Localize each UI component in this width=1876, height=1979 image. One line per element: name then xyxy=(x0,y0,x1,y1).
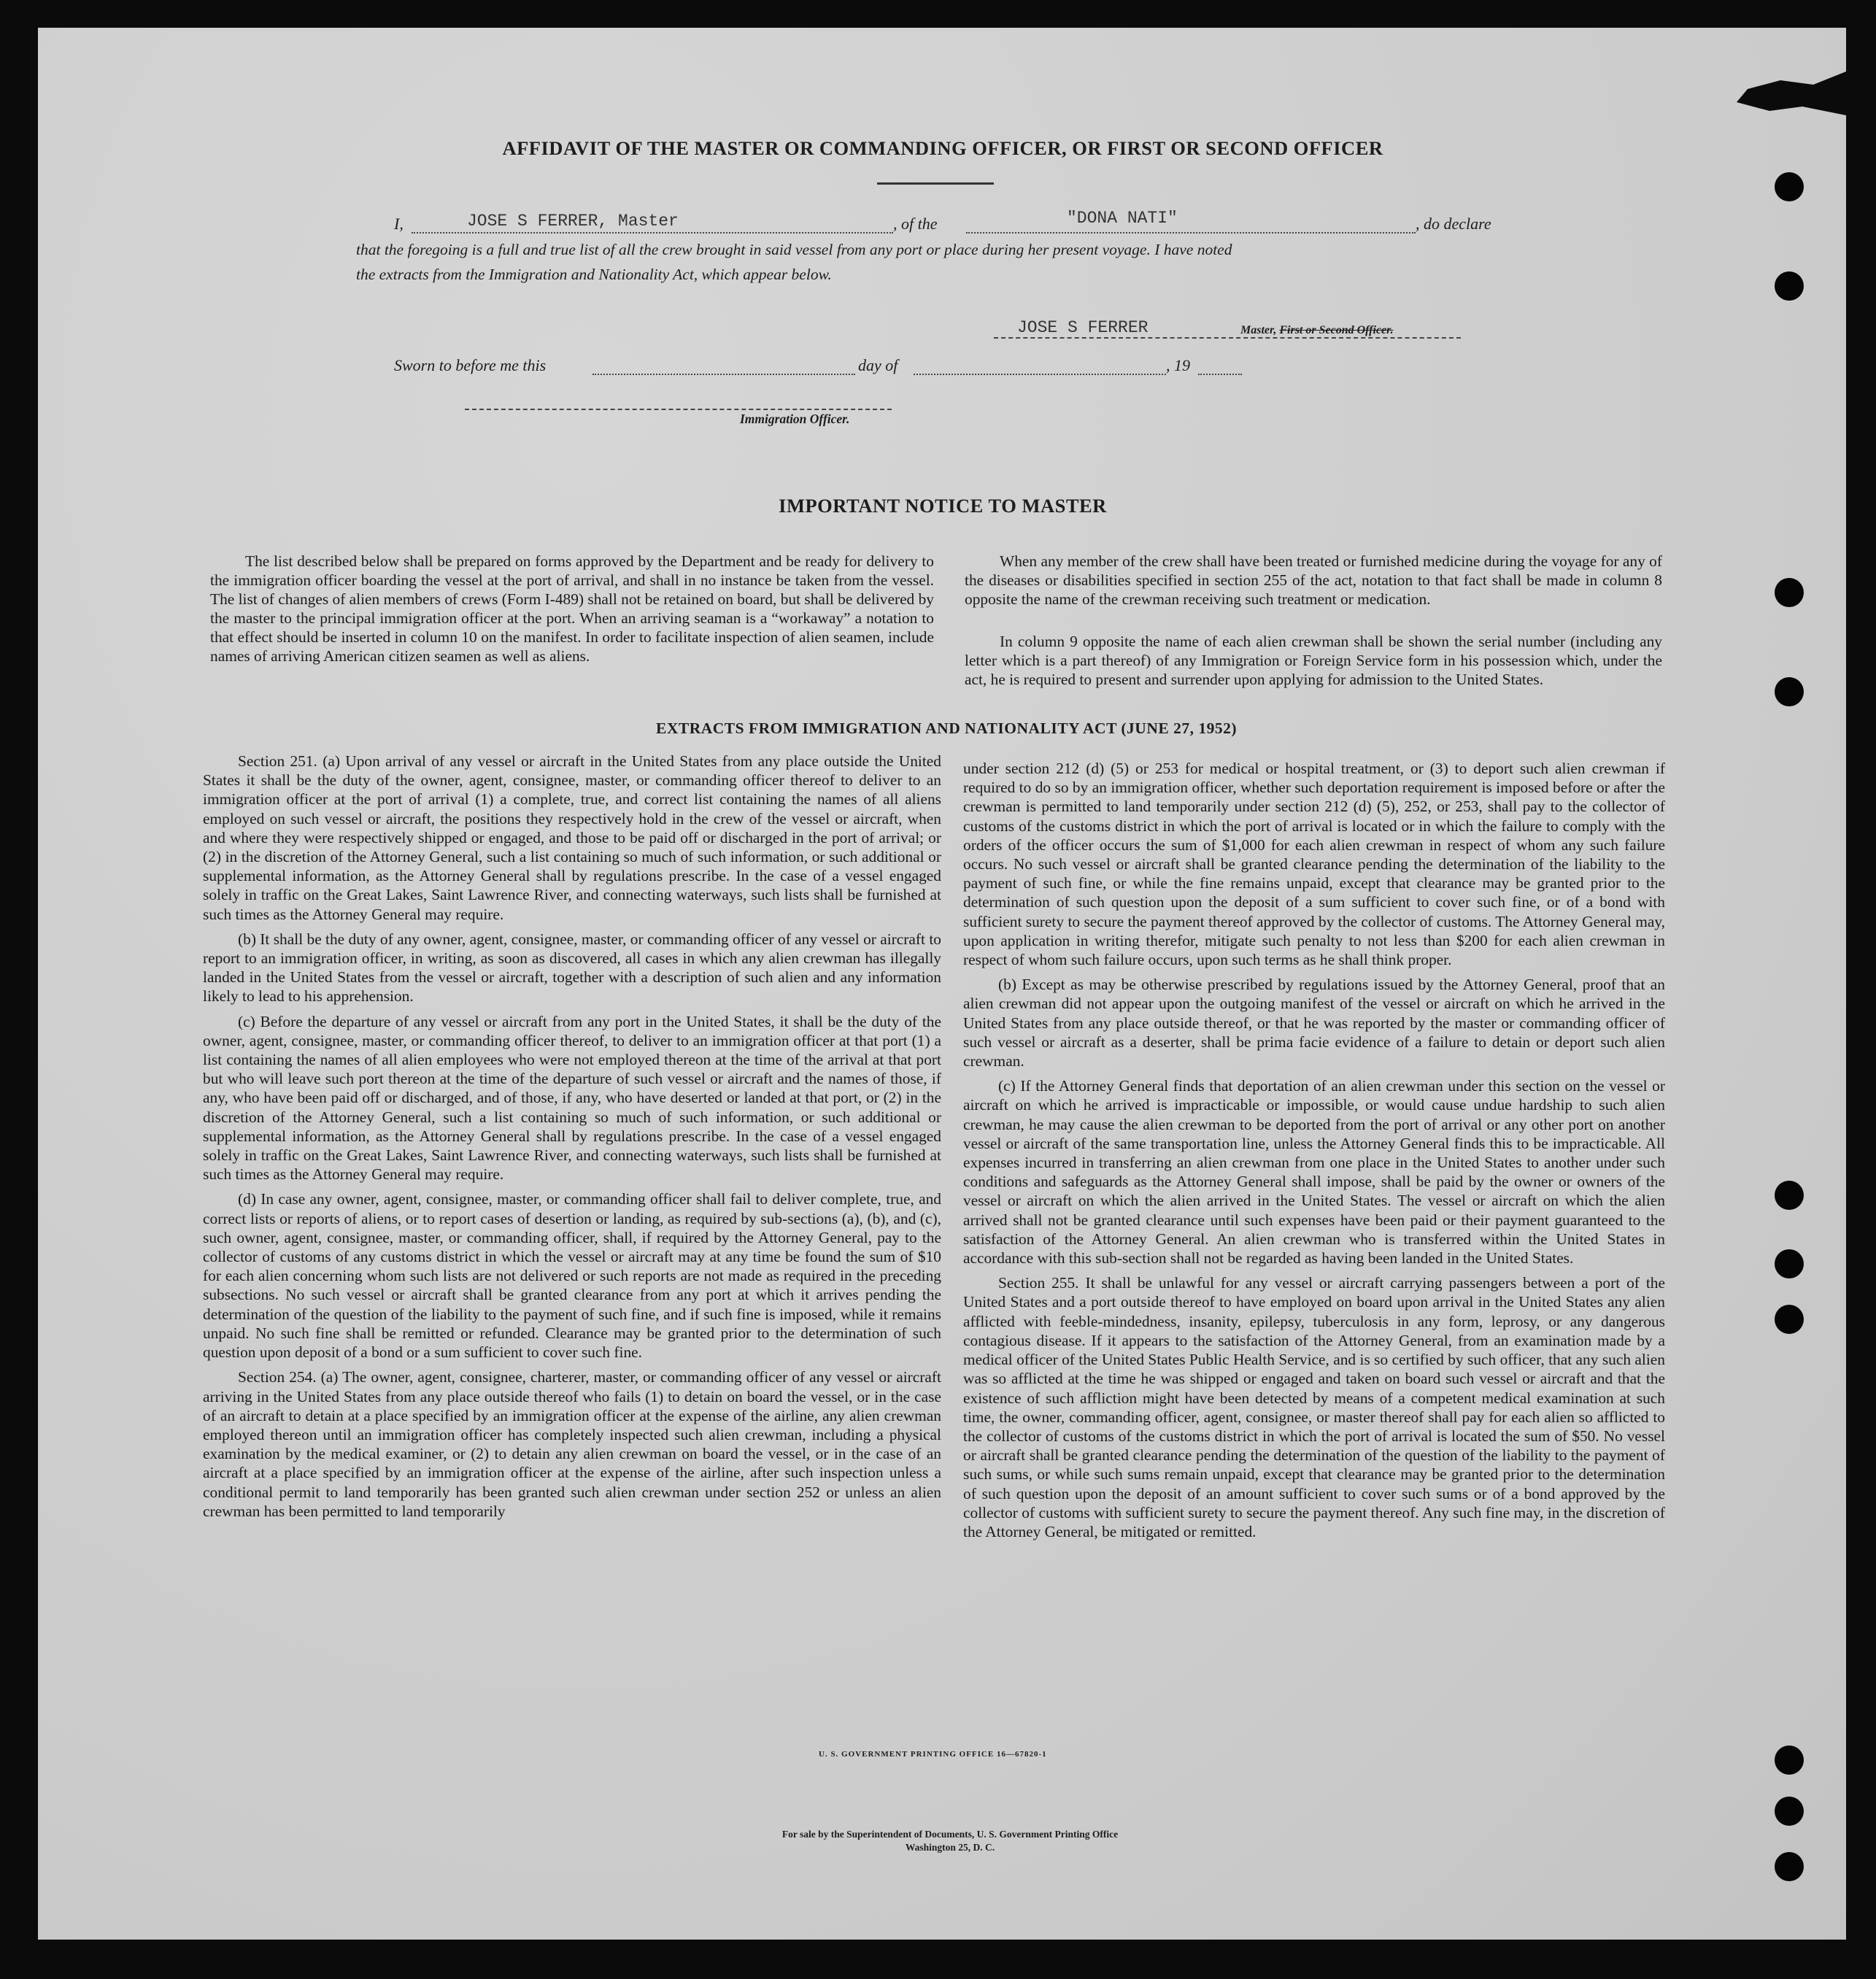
section-254-c: (c) If the Attorney General finds that deportation of an alien crewman under this section on the vessel or aircraft on which he arrived is impracticable or impossible, or would cause undue hardship to such alien crewman, he may cause the alien crewman to be deported from the port of arrival or any other port on another vessel or aircraft of the same transportation line, unless the Attorney General finds this to be impracticable. All expenses incurred in transferring an alien crewman from one place in the United States to another under such conditions and safeguards as the Attorney General shall impose, shall be paid by the owner or owners of the vessel or aircraft on which the alien arrived in the United States. The vessel or aircraft on which the alien arrived shall not be granted clearance until such expenses have been paid or their payment guaranteed to the satisfaction of the Attorney General. An alien crewman who is transferred within the United States in accordance with this sub-section shall not be regarded as having been landed in the United States. xyxy=(963,1077,1665,1268)
officer-signature-line xyxy=(465,409,892,410)
notice-left-text: The list described below shall be prepared on forms approved by the Department and be ready for delivery to the immigration officer boarding the vessel at the port of arrival, and shall in no instance be taken from the vessel. The list of changes of alien members of crews (Form I-489) shall not be retained on board, but shall be delivered by the master to the principal immigration officer at the port. When an arriving seaman is a “workaway” a notation to that effect should be inserted in column 10 on the manifest. In order to facilitate inspection of alien seamen, include names of arriving American citizen seamen as well as aliens. xyxy=(210,552,934,665)
signature-title xyxy=(1240,324,1394,337)
sworn-label: Sworn to before me this xyxy=(394,356,547,374)
vessel-name: "DONA NATI" xyxy=(1067,209,1178,228)
section-254-a-cont: under section 212 (d) (5) or 253 for medical or hospital treatment, or (3) to deport such alien crewman if required to do so by an immigration officer, whether such deportation requirement is imposed before or after the crewman is permitted to land temporarily under section 212 (d) (5), 252, or 253, shall pay to the collector of customs of the customs district in which the port of arrival is located or in which the failure to comply with the orders of the officer occurs the sum of $1,000 for each alien crewman in respect of whom any such failure occurs. No such vessel or aircraft shall be granted clearance pending the determination of the liability to the payment of such fine, or while the fine remains unpaid, except that clearance may be granted prior to the determination of such question upon the deposit of a sum sufficient to cover such fine, or of a bond with sufficient surety to secure the payment thereof approved by the collector of customs. The Attorney General may, upon application in writing therefor, mitigate such penalty to not less than $200 for each alien crewman in respect of whom such failure occurs, upon such terms as he shall think proper. xyxy=(963,760,1665,969)
section-251-d: (d) In case any owner, agent, consignee, master, or commanding officer shall fail to deliver complete, true, and correct lists or reports of aliens, or to report cases of desertion or landing, as required by sub-sections (a), (b), and (c), such owner, agent, consignee, master, or commanding officer, shall, if required by the Attorney General, pay to the collector of customs of any customs district in which the vessel or aircraft may at any time be found the sum of $10 for each alien concerning whom such lists are not delivered or such reports are not made as required in the preceding subsections. No such vessel or aircraft shall be granted clearance from any port at which it arrives pending the determination of the question of the liability to the payment of such fine, and if such fine is imposed, while it remains unpaid. No such fine shall be remitted or refunded. Clearance may be granted prior to the determination of such question upon deposit of a bond or a sum sufficient to cover such fine. xyxy=(203,1190,941,1362)
signature-line xyxy=(994,337,1461,339)
affidavit-body-line1: that the foregoing is a full and true list of all the crew brought in said vessel from any port or place during her present voyage. I have noted xyxy=(356,241,1232,258)
section-251-b: (b) It shall be the duty of any owner, agent, consignee, master, or commanding officer of any vessel or aircraft to report to an immigration officer, in writing, as soon as discovered, all cases in which any alien crewman has illegally landed in the United States from the vessel or aircraft, together with a description of such alien and any information likely to lead to his apprehension. xyxy=(203,930,941,1006)
master-signature: JOSE S FERRER xyxy=(1017,318,1149,337)
declarant-name: JOSE S FERRER, Master xyxy=(467,212,679,231)
section-251-c: (c) Before the departure of any vessel or aircraft from any port in the United States, it shall be the duty of the owner, agent, consignee, master, or commanding officer thereof, to deliver to an immigration officer at that port (1) a list containing the names of all alien employees who were not employed thereon at the time of the arrival at that port but who will leave such port thereon at the time of the departure of such vessel or aircraft and the names of those, if any, who have been paid off or discharged, and of those, if any, who have deserted or landed at that port, or (2) in the discretion of the Attorney General, such a list containing so much of such information, or such additional or supplemental information, as the Attorney General shall by regulations prescribe. In the case of a vessel engaged solely in traffic on the Great Lakes, Saint Lawrence River, and connecting waterways, such lists shall be furnished at such times as the Attorney General may require. xyxy=(203,1012,941,1184)
binder-hole xyxy=(1775,578,1804,607)
extracts-right-column xyxy=(963,759,1665,1547)
affidavit-body-line2: the extracts from the Immigration and Nationality Act, which appear below. xyxy=(356,266,832,283)
torn-corner xyxy=(1737,72,1846,115)
binder-hole xyxy=(1775,271,1804,301)
extracts-left-column xyxy=(203,752,941,1527)
section-254-a: Section 254. (a) The owner, agent, consignee, charterer, master, or commanding officer of any vessel or aircraft arriving in the United States from any place outside thereof who fails (1) to detain on board the vessel, or in the case of an aircraft to detain at a place specified by an immigration officer at the expense of the airline, any alien crewman employed thereon until an immigration officer has completely inspected such alien crewman, including a physical examination by the medical examiner, or (2) to detain any alien crewman on board the vessel, or in the case of an aircraft at a place specified by an immigration officer at the expense of the airline, after such inspection unless a conditional permit to land temporarily has been granted such alien crewman under section 252 or unless an alien crewman has been permitted to land temporarily xyxy=(203,1368,941,1520)
sworn-year-line xyxy=(1198,374,1242,375)
sale-notice-line2: Washington 25, D. C. xyxy=(905,1842,995,1853)
sworn-day-line xyxy=(592,374,855,375)
section-255: Section 255. It shall be unlawful for any vessel or aircraft carrying passengers between a port of the United States and a port outside thereof to have employed on board upon arrival in the United States any alien afflicted with feeble-mindedness, insanity, epilepsy, tuberculosis in any form, leprosy, or any dangerous contagious disease. If it appears to the satisfaction of the Attorney General, from an examination made by a medical officer of the United States Public Health Service, and is so certified by such officer, that any such alien was so afflicted at the time he was shipped or engaged and taken on board such vessel or aircraft and that the existence of such affliction might have been detected by means of a competent medical examination at such time, the owner, commanding officer, agent, consignee, or master thereof shall pay for each alien so afflicted to the collector of customs of the customs district in which the port of arrival is located the sum of $50. No vessel or aircraft shall be granted clearance pending the determination of the question of the liability to the payment of such sums, or while such sums remain unpaid, except that clearance may be granted prior to the determination of such question upon the deposit of an amount sufficient to cover such sums or of a bond approved by the collector of customs with sufficient surety to secure the payment thereof. Any such fine may, in the discretion of the Attorney General, be mitigated or remitted. xyxy=(963,1274,1665,1540)
printer-code: U. S. GOVERNMENT PRINTING OFFICE 16—67820-1 xyxy=(819,1750,1047,1759)
binder-hole xyxy=(1775,1797,1804,1826)
document-page xyxy=(38,28,1846,1940)
immigration-officer-label: Immigration Officer. xyxy=(740,412,850,426)
section-251-a: Section 251. (a) Upon arrival of any vessel or aircraft in the United States from any place outside the United States it shall be the duty of the owner, agent, consignee, master, or commanding officer thereof to deliver to an immigration officer at the port of arrival (1) a complete, true, and correct list containing the names of all aliens employed on such vessel or aircraft, the positions they respectively hold in the crew of the vessel or aircraft, when and where they were respectively shipped or engaged, and those to be paid off or discharged in the port of arrival; or (2) in the discretion of the Attorney General, such a list containing so much of such information, or such additional or supplemental information, as the Attorney General shall by regulations prescribe. In the case of a vessel engaged solely in traffic on the Great Lakes, Saint Lawrence River, and connecting waterways, such lists shall be furnished at such times as the Attorney General may require. xyxy=(203,752,941,923)
binder-hole xyxy=(1775,1852,1804,1881)
year-label: , 19 xyxy=(1166,356,1190,374)
notice-right-text-1: When any member of the crew shall have been treated or furnished medicine during the voyage for any of the diseases or disabilities specified in section 255 of the act, notation to that fact shall be made in column 8 opposite the name of the crewman receiving such treatment or medication. xyxy=(965,552,1662,608)
affidavit-heading: AFFIDAVIT OF THE MASTER OR COMMANDING OFFICER, OR FIRST OR SECOND OFFICER xyxy=(502,137,1383,159)
do-declare-label: , do declare xyxy=(1416,215,1491,233)
notice-heading: IMPORTANT NOTICE TO MASTER xyxy=(779,495,1107,517)
struck-officer-label: First or Second Officer. xyxy=(1279,324,1394,336)
i-label: I, xyxy=(394,215,404,233)
binder-hole xyxy=(1775,1305,1804,1334)
notice-left-paragraph xyxy=(210,552,934,666)
sworn-month-line xyxy=(914,374,1166,375)
binder-hole xyxy=(1775,172,1804,201)
binder-hole xyxy=(1775,1745,1804,1775)
notice-right-paragraph-2 xyxy=(965,632,1662,689)
notice-right-paragraph-1 xyxy=(965,552,1662,609)
binder-hole xyxy=(1775,677,1804,706)
extracts-heading: EXTRACTS FROM IMMIGRATION AND NATIONALITY ACT (JUNE 27, 1952) xyxy=(656,720,1237,737)
heading-rule xyxy=(877,182,994,185)
vessel-line xyxy=(966,232,1416,234)
section-254-b: (b) Except as may be otherwise prescribed by regulations issued by the Attorney General, proof that an alien crewman did not appear upon the outgoing manifest of the vessel or aircraft on which he arrived in the United States from any place outside thereof, or that he was reported by the master or commanding officer of such vessel or aircraft as a deserter, shall be prima facie evidence of a failure to detain or deport such alien crewman. xyxy=(963,976,1665,1070)
binder-hole xyxy=(1775,1249,1804,1278)
notice-right-text-2: In column 9 opposite the name of each alien crewman shall be shown the serial number (including any letter which is a part thereof) of any Immigration or Foreign Service form in his possession which, under the act, he is required to present and surrender upon applying for admission to the United States. xyxy=(965,633,1662,688)
declarant-line xyxy=(412,232,893,234)
day-of-label: day of xyxy=(858,356,898,374)
binder-hole xyxy=(1775,1181,1804,1210)
master-label: Master, xyxy=(1240,324,1277,336)
of-the-label: , of the xyxy=(893,215,938,233)
sale-notice-line1: For sale by the Superintendent of Documents, U. S. Government Printing Office xyxy=(781,1829,1119,1840)
